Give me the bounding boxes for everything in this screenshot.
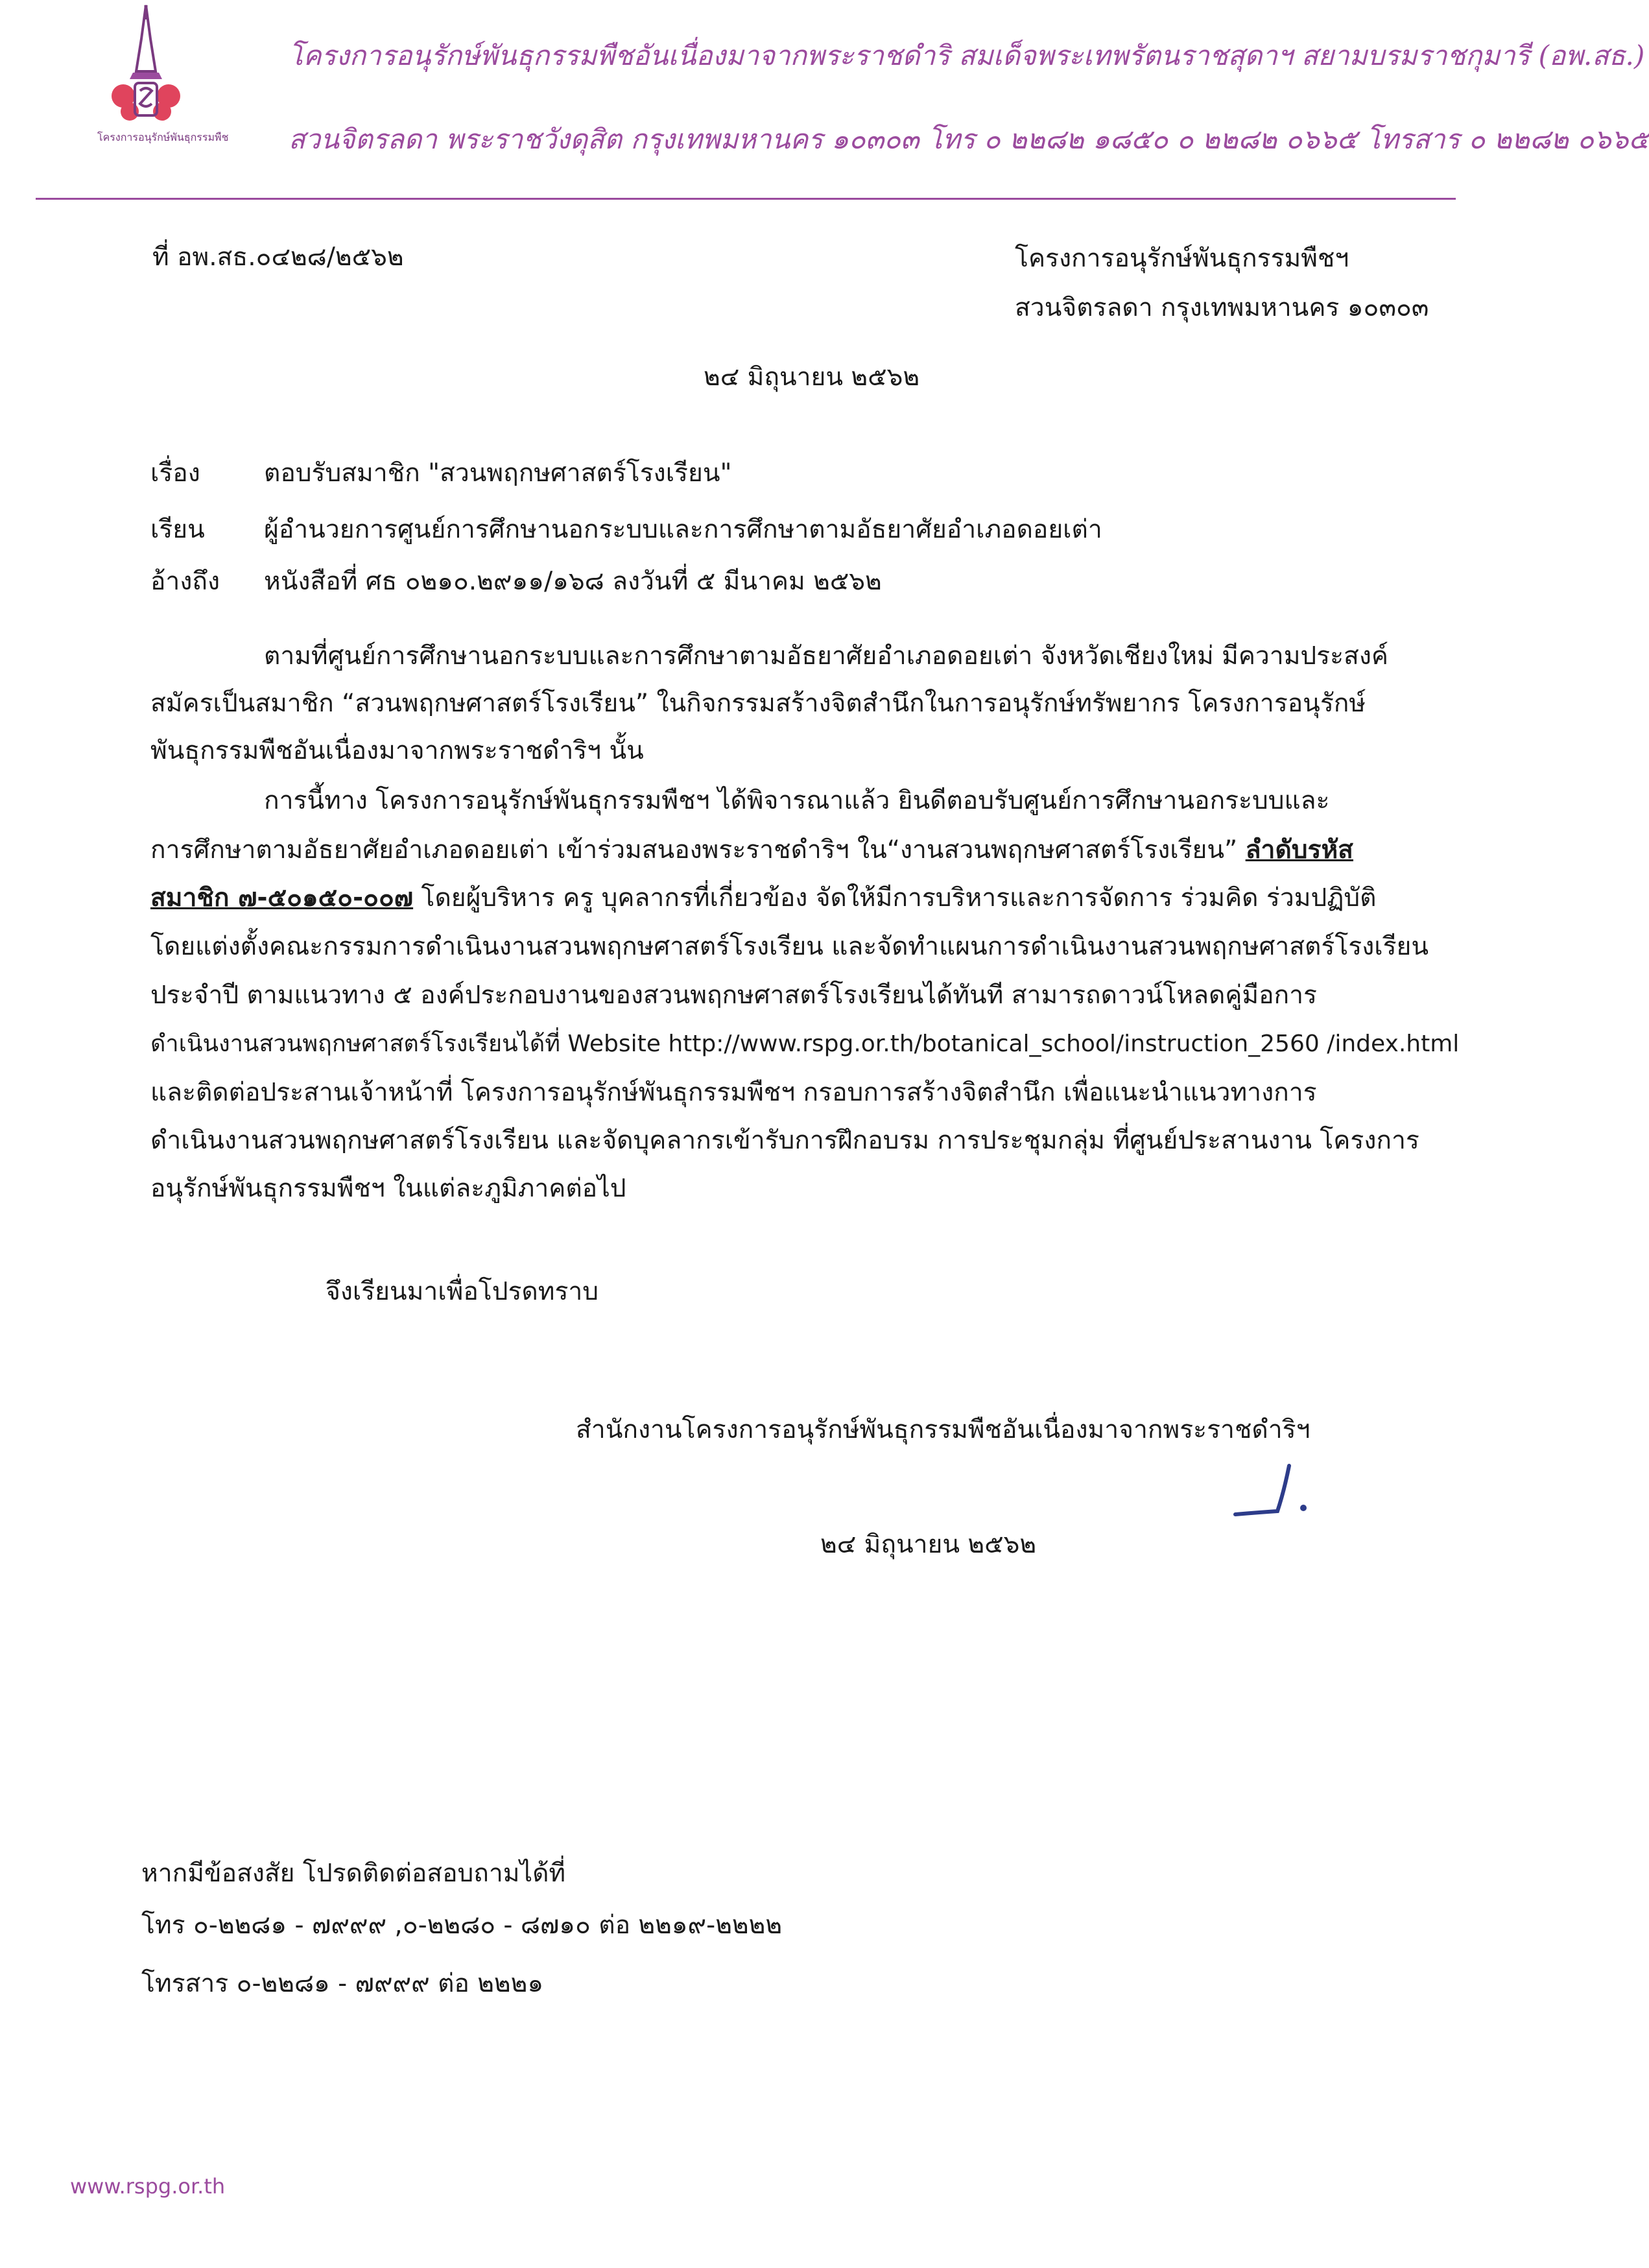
reference-number: ที่ อพ.สธ.๐๔๒๘/๒๕๖๒ (152, 243, 404, 272)
letterhead-logo (97, 0, 195, 130)
contact-fax: โทรสาร ๐-๒๒๘๑ - ๗๙๙๙ ต่อ ๒๒๒๑ (141, 1969, 544, 1998)
reference-label: อ้างถึง (150, 567, 220, 596)
footer-website: www.rspg.or.th (70, 2174, 226, 2199)
letterhead-logo-caption: โครงการอนุรักษ์พันธุกรรมพืช (97, 131, 229, 143)
para2-line-1: การนี้ทาง โครงการอนุรักษ์พันธุกรรมพืชฯ ได้พิจารณาแล้ว ยินดีตอบรับศูนย์การศึกษานอกระบบและ (264, 786, 1330, 815)
letterhead-divider (36, 198, 1456, 200)
para2-line-8: ดำเนินงานสวนพฤกษศาสตร์โรงเรียน และจัดบุคลากรเข้ารับการฝึกอบรม การประชุมกลุ่ม ที่ศูนย์ประสานงาน โครงการ (150, 1126, 1419, 1155)
contact-line-1: หากมีข้อสงสัย โปรดติดต่อสอบถามได้ที่ (141, 1859, 566, 1888)
para2-line-3-text: โดยผู้บริหาร ครู บุคลากรที่เกี่ยวข้อง จัดให้มีการบริหารและการจัดการ ร่วมคิด ร่วมปฏิบัติ (413, 883, 1377, 913)
member-code: สมาชิก ๗-๕๐๑๕๐-๐๐๗ (150, 883, 414, 913)
para2-line-4: โดยแต่งตั้งคณะกรรมการดำเนินงานสวนพฤกษศาสตร์โรงเรียน และจัดทำแผนการดำเนินงานสวนพฤกษศาสตร์โรงเรียน (150, 932, 1429, 961)
para1-line-1: ตามที่ศูนย์การศึกษานอกระบบและการศึกษาตามอัธยาศัยอำเภอดอยเต่า จังหวัดเชียงใหม่ มีความประสงค์ (264, 641, 1388, 671)
member-code-label: ลำดับรหัส (1245, 835, 1353, 865)
sender-address-line-2: สวนจิตรลดา กรุงเทพมหานคร ๑๐๓๐๓ (1015, 293, 1429, 322)
para1-line-2: สมัครเป็นสมาชิก “สวนพฤกษศาสตร์โรงเรียน” ในกิจกรรมสร้างจิตสำนึกในการอนุรักษ์ทรัพยากร โครงการอนุรักษ์ (150, 689, 1366, 718)
to-text: ผู้อำนวยการศูนย์การศึกษานอกระบบและการศึกษาตามอัธยาศัยอำเภอดอยเต่า (264, 515, 1102, 544)
letterhead-line-1: โครงการอนุรักษ์พันธุกรรมพืชอันเนื่องมาจากพระราชดำริ สมเด็จพระเทพรัตนราชสุดาฯ สยามบรมราชกุมารี (อพ.สธ.) (289, 40, 1645, 71)
signature-mark (1232, 1453, 1323, 1524)
para1-line-3: พันธุกรรมพืชอันเนื่องมาจากพระราชดำริฯ นั้น (150, 736, 644, 765)
sender-address-line-1: โครงการอนุรักษ์พันธุกรรมพืชฯ (1015, 244, 1349, 273)
para2-line-6: ดำเนินงานสวนพฤกษศาสตร์โรงเรียนได้ที่ Website http://www.rspg.or.th/botanical_school/instruction_2560 /index.html (150, 1031, 1460, 1057)
para2-line-5: ประจำปี ตามแนวทาง ๕ องค์ประกอบงานของสวนพฤกษศาสตร์โรงเรียนได้ทันที สามารถดาวน์โหลดคู่มือการ (150, 981, 1317, 1010)
signature-date: ๒๔ มิถุนายน ๒๕๖๒ (820, 1530, 1037, 1559)
letter-date: ๒๔ มิถุนายน ๒๕๖๒ (704, 363, 920, 392)
para2-line-2-text: การศึกษาตามอัธยาศัยอำเภอดอยเต่า เข้าร่วมสนองพระราชดำริฯ ใน“งานสวนพฤกษศาสตร์โรงเรียน” (150, 835, 1246, 865)
para2-line-2 (150, 833, 1353, 868)
rspg-logo-icon (97, 0, 195, 130)
contact-phone: โทร ๐-๒๒๘๑ - ๗๙๙๙ ,๐-๒๒๘๐ - ๘๗๑๐ ต่อ ๒๒๑๙-๒๒๒๒ (141, 1911, 783, 1940)
letterhead-line-2: สวนจิตรลดา พระราชวังดุสิต กรุงเทพมหานคร ๑๐๓๐๓ โทร ๐ ๒๒๘๒ ๑๘๕๐ ๐ ๒๒๘๒ ๐๖๖๕ โทรสาร ๐ ๒๒๘๒ ๐๖๖๕ (289, 123, 1649, 155)
reference-text: หนังสือที่ ศธ ๐๒๑๐.๒๙๑๑/๑๖๘ ลงวันที่ ๕ มีนาคม ๒๕๖๒ (264, 567, 882, 596)
para2-line-3 (150, 881, 1376, 916)
signature-scribble-icon (1232, 1453, 1323, 1524)
signature-office: สำนักงานโครงการอนุรักษ์พันธุกรรมพืชอันเนื่องมาจากพระราชดำริฯ (576, 1415, 1311, 1444)
subject-label: เรื่อง (150, 459, 200, 488)
subject-text: ตอบรับสมาชิก "สวนพฤกษศาสตร์โรงเรียน" (264, 459, 732, 488)
to-label: เรียน (150, 515, 205, 544)
closing-text: จึงเรียนมาเพื่อโปรดทราบ (326, 1277, 599, 1306)
para2-line-9: อนุรักษ์พันธุกรรมพืชฯ ในแต่ละภูมิภาคต่อไป (150, 1174, 626, 1203)
para2-line-7: และติดต่อประสานเจ้าหน้าที่ โครงการอนุรักษ์พันธุกรรมพืชฯ กรอบการสร้างจิตสำนึก เพื่อแนะนำแนวทางการ (150, 1078, 1317, 1107)
